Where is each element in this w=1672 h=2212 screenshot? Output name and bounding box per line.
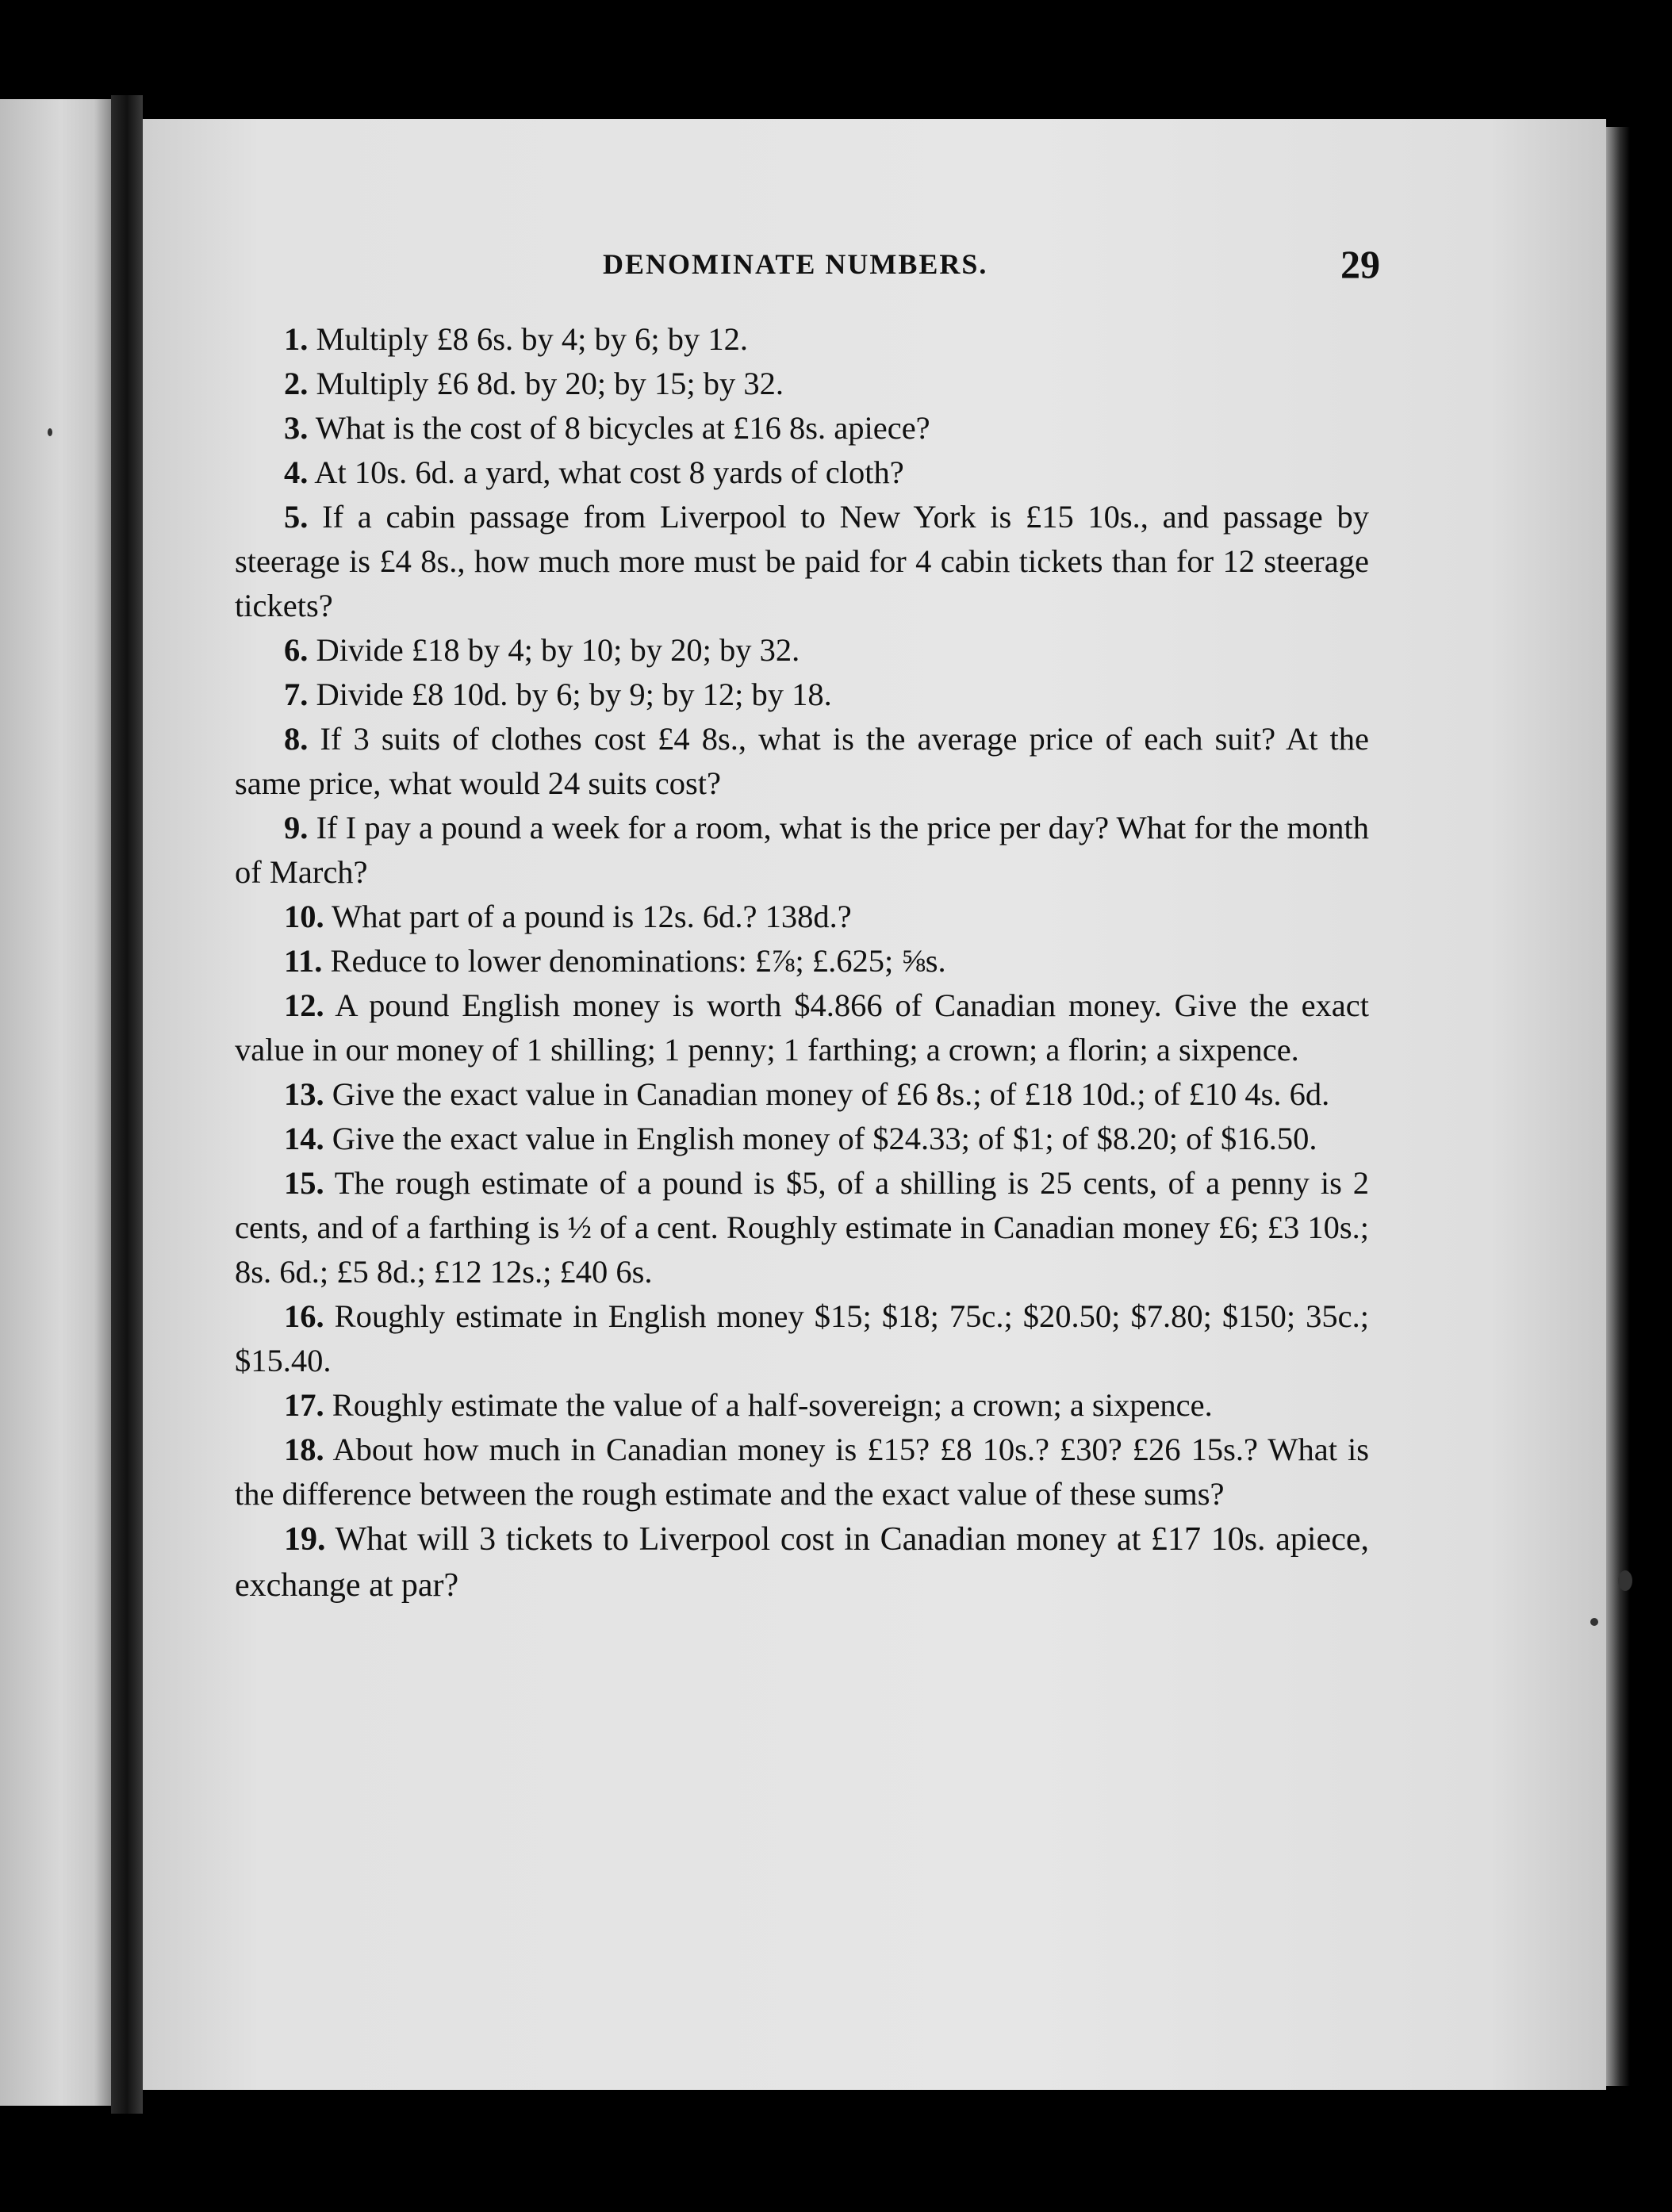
problem-text: Divide £18 by 4; by 10; by 20; by 32. xyxy=(316,632,800,668)
page-edge-shadow xyxy=(1606,127,1630,2086)
problem-text: Roughly estimate in English money $15; $18; 75c.; $20.50; $7.80; $150; 35c.; $15.40. xyxy=(235,1298,1370,1378)
problem-item xyxy=(235,317,1369,362)
problem-text: If I pay a pound a week for a room, what is the price per day? What for the month of March? xyxy=(235,810,1369,890)
page-header xyxy=(238,242,1380,295)
problem-list xyxy=(235,317,1369,1608)
problem-text: Multiply £6 8d. by 20; by 15; by 32. xyxy=(316,366,784,401)
problem-number: 3. xyxy=(284,410,309,446)
running-head: DENOMINATE NUMBERS. xyxy=(603,248,988,280)
page-number: 29 xyxy=(1340,242,1380,286)
speck xyxy=(1618,1570,1632,1591)
problem-item xyxy=(235,983,1369,1072)
problem-number: 10. xyxy=(284,899,324,934)
problem-item xyxy=(235,1161,1369,1294)
problem-item xyxy=(235,1383,1369,1428)
problem-item xyxy=(235,406,1369,450)
problem-number: 7. xyxy=(284,677,309,712)
problem-item xyxy=(235,1117,1369,1161)
problem-text: Multiply £8 6s. by 4; by 6; by 12. xyxy=(316,321,749,357)
problem-number: 4. xyxy=(284,454,309,490)
speck xyxy=(1590,1618,1598,1626)
problem-number: 12. xyxy=(284,987,324,1023)
problem-text: Reduce to lower denominations: £⅞; £.625; ⅝s. xyxy=(330,943,946,979)
facing-page-edge xyxy=(0,99,111,2106)
problem-text: What part of a pound is 12s. 6d.? 138d.? xyxy=(332,899,852,934)
problem-text: Give the exact value in Canadian money of £6 8s.; of £18 10d.; of £10 4s. 6d. xyxy=(332,1076,1330,1112)
problem-text: A pound English money is worth $4.866 of Canadian money. Give the exact value in our money of 1 shilling; 1 penny; 1 farthing; a crown; a florin; a sixpence. xyxy=(235,987,1369,1068)
problem-item xyxy=(235,1516,1369,1608)
problem-item xyxy=(235,895,1369,939)
problem-item xyxy=(235,495,1369,628)
problem-text: If 3 suits of clothes cost £4 8s., what is the average price of each suit? At the same price, what would 24 suits cost? xyxy=(235,721,1370,801)
problem-item xyxy=(235,1428,1369,1516)
problem-text: If a cabin passage from Liverpool to New York is £15 10s., and passage by steerage is £4 8s., how much more must be paid for 4 cabin tickets than for 12 steerage tickets? xyxy=(235,499,1369,623)
problem-item xyxy=(235,450,1369,495)
problem-item xyxy=(235,806,1369,895)
problem-text: Give the exact value in English money of $24.33; of $1; of $8.20; of $16.50. xyxy=(332,1121,1317,1156)
problem-number: 2. xyxy=(284,366,309,401)
problem-text: The rough estimate of a pound is $5, of a shilling is 25 cents, of a penny is 2 cents, and of a farthing is ½ of a cent. Roughly estimate in Canadian money £6; £3 10s.; 8s. 6d.; £5 8d.; £12 12s.; £40 6s. xyxy=(235,1165,1369,1290)
problem-text: What will 3 tickets to Liverpool cost in Canadian money at £17 10s. apiece, exchange at par? xyxy=(235,1521,1369,1604)
problem-number: 9. xyxy=(284,810,309,845)
problem-number: 6. xyxy=(284,632,309,668)
problem-number: 16. xyxy=(284,1298,324,1334)
problem-text: At 10s. 6d. a yard, what cost 8 yards of cloth? xyxy=(314,454,904,490)
problem-number: 14. xyxy=(284,1121,324,1156)
problem-text: About how much in Canadian money is £15? £8 10s.? £30? £26 15s.? What is the difference between the rough estimate and the exact value of these sums? xyxy=(235,1432,1370,1512)
problem-number: 11. xyxy=(284,943,323,979)
problem-number: 19. xyxy=(284,1521,326,1558)
problem-number: 1. xyxy=(284,321,309,357)
problem-item xyxy=(235,1294,1369,1383)
problem-text: Roughly estimate the value of a half-sovereign; a crown; a sixpence. xyxy=(332,1387,1213,1423)
problem-item xyxy=(235,628,1369,673)
problem-number: 5. xyxy=(284,499,309,535)
speck xyxy=(48,428,52,436)
problem-number: 15. xyxy=(284,1165,324,1201)
problem-text: What is the cost of 8 bicycles at £16 8s. apiece? xyxy=(315,410,930,446)
problem-item xyxy=(235,717,1369,806)
problem-number: 8. xyxy=(284,721,309,757)
problem-number: 18. xyxy=(284,1432,324,1467)
problem-item xyxy=(235,939,1369,983)
problem-item xyxy=(235,1072,1369,1117)
problem-item xyxy=(235,362,1369,406)
book-gutter xyxy=(111,95,143,2114)
problem-number: 17. xyxy=(284,1387,324,1423)
problem-number: 13. xyxy=(284,1076,324,1112)
problem-item xyxy=(235,673,1369,717)
problem-text: Divide £8 10d. by 6; by 9; by 12; by 18. xyxy=(316,677,832,712)
